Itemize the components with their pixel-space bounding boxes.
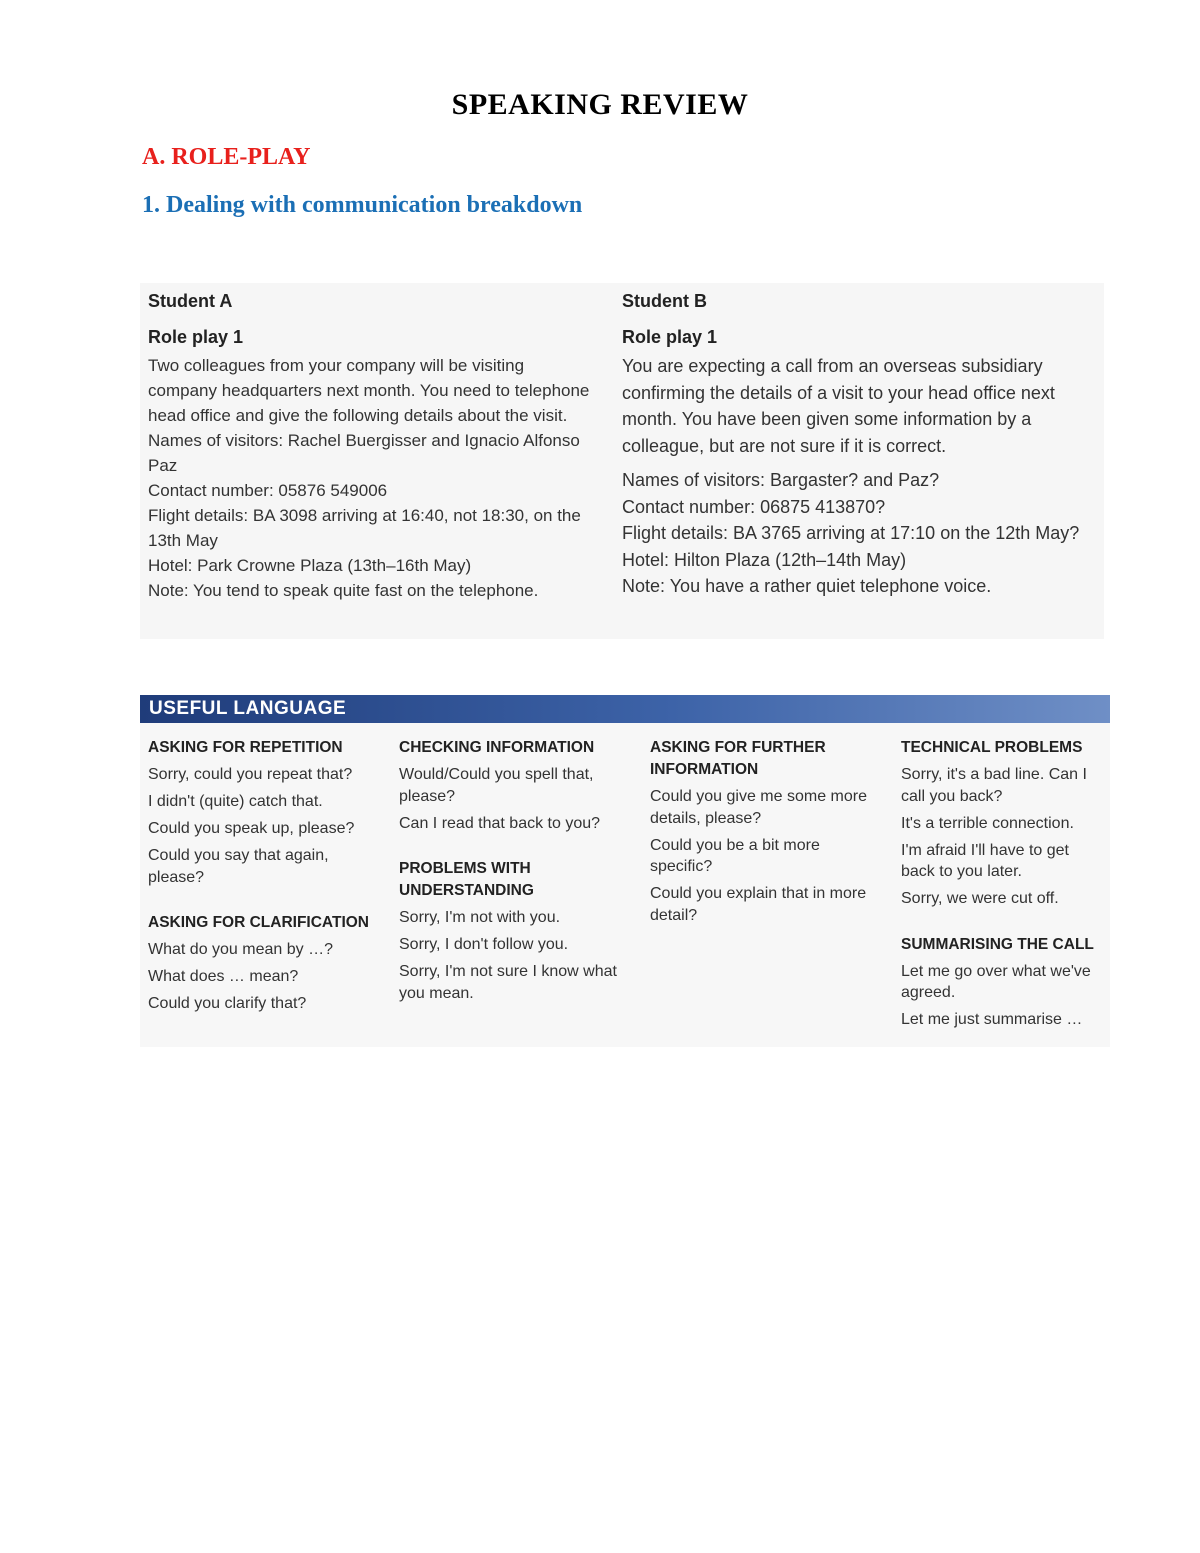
- phrase-item: What does … mean?: [148, 968, 299, 985]
- phrase-group: [901, 737, 1106, 910]
- phrase-item: Could you be a bit more specific?: [650, 836, 820, 875]
- subsection-heading: 1. Dealing with communication breakdown: [142, 192, 583, 218]
- useful-language-column: [399, 737, 631, 1028]
- phrase-item: Could you give me some more details, please?: [650, 788, 867, 827]
- student-b-detail: Names of visitors: Bargaster? and Paz?: [622, 470, 940, 490]
- useful-language-panel: [140, 723, 1110, 1047]
- phrase-item: Can I read that back to you?: [399, 814, 601, 832]
- student-b-detail: Flight details: BA 3765 arriving at 17:10 on the 12th May?: [622, 523, 1080, 543]
- student-a-details: [148, 428, 594, 603]
- phrase-group: [148, 912, 380, 1015]
- phrase-group-heading: ASKING FOR REPETITION: [148, 739, 343, 756]
- phrase-item: Sorry, it's a bad line. Can I call you back?: [901, 766, 1087, 805]
- student-b-details: [622, 467, 1102, 600]
- phrase-item: What do you mean by …?: [148, 941, 333, 958]
- phrase-item: Sorry, we were cut off.: [901, 890, 1059, 907]
- useful-language-column: [148, 737, 380, 1039]
- student-a-panel: [148, 283, 594, 603]
- useful-language-header: [140, 695, 1110, 723]
- student-a-instructions: Two colleagues from your company will be visiting company headquarters next month. You need to telephone head office and give the following details about the visit.: [148, 356, 590, 425]
- phrase-group: [148, 737, 380, 888]
- phrase-item: Could you clarify that?: [148, 995, 307, 1012]
- phrase-item: It's a terrible connection.: [901, 814, 1074, 832]
- phrase-group: [399, 858, 631, 1004]
- phrase-item: Could you explain that in more detail?: [650, 885, 867, 924]
- phrase-group-heading: ASKING FOR FURTHER INFORMATION: [650, 739, 826, 778]
- student-b-roleplay-label: Role play 1: [622, 327, 718, 347]
- student-a-detail: Note: You tend to speak quite fast on the telephone.: [148, 581, 539, 600]
- phrase-item: I didn't (quite) catch that.: [148, 793, 323, 810]
- phrase-item: Sorry, could you repeat that?: [148, 766, 353, 783]
- phrase-group: [399, 737, 631, 834]
- useful-language-title: USEFUL LANGUAGE: [149, 698, 347, 719]
- student-a-detail: Hotel: Park Crowne Plaza (13th–16th May): [148, 556, 472, 575]
- phrase-group-heading: PROBLEMS WITH UNDERSTANDING: [399, 860, 534, 899]
- useful-language-column: [650, 737, 882, 950]
- phrase-group: [650, 737, 882, 926]
- phrase-group-heading: CHECKING INFORMATION: [399, 739, 595, 756]
- phrase-group-heading: ASKING FOR CLARIFICATION: [148, 914, 370, 931]
- student-b-panel: [622, 283, 1102, 600]
- section-heading-role-play: A. ROLE-PLAY: [142, 144, 311, 170]
- phrase-group-heading: SUMMARISING THE CALL: [901, 935, 1094, 953]
- phrase-item: Let me go over what we've agreed.: [901, 962, 1091, 1001]
- student-a-detail: Names of visitors: Rachel Buergisser and Ignacio Alfonso Paz: [148, 431, 580, 475]
- phrase-item: Sorry, I'm not with you.: [399, 909, 561, 926]
- phrase-group: [901, 934, 1106, 1031]
- role-play-card: [140, 283, 1104, 639]
- phrase-item: Could you say that again, please?: [148, 847, 329, 886]
- useful-language-column: [901, 737, 1106, 1055]
- student-a-detail: Contact number: 05876 549006: [148, 481, 388, 500]
- phrase-item: I'm afraid I'll have to get back to you later.: [901, 841, 1069, 880]
- phrase-item: Let me just summarise …: [901, 1011, 1083, 1028]
- student-b-detail: Contact number: 06875 413870?: [622, 496, 886, 517]
- phrase-item: Sorry, I'm not sure I know what you mean.: [399, 963, 617, 1002]
- phrase-item: Sorry, I don't follow you.: [399, 936, 569, 953]
- student-b-detail: Hotel: Hilton Plaza (12th–14th May): [622, 549, 907, 570]
- phrase-item: Would/Could you spell that, please?: [399, 766, 594, 805]
- student-a-roleplay-label: Role play 1: [148, 327, 244, 347]
- phrase-group-heading: TECHNICAL PROBLEMS: [901, 739, 1083, 756]
- student-b-detail: Note: You have a rather quiet telephone voice.: [622, 576, 992, 596]
- student-b-instructions: You are expecting a call from an overseas subsidiary confirming the details of a visit to your head office next month. You have been given some information by a colleague, but are not sure if it is correct.: [622, 356, 1055, 456]
- student-a-heading: Student A: [148, 291, 233, 311]
- student-b-heading: Student B: [622, 291, 707, 311]
- phrase-item: Could you speak up, please?: [148, 820, 355, 837]
- student-a-detail: Flight details: BA 3098 arriving at 16:40, not 18:30, on the 13th May: [148, 506, 581, 550]
- page-title: SPEAKING REVIEW: [451, 88, 749, 121]
